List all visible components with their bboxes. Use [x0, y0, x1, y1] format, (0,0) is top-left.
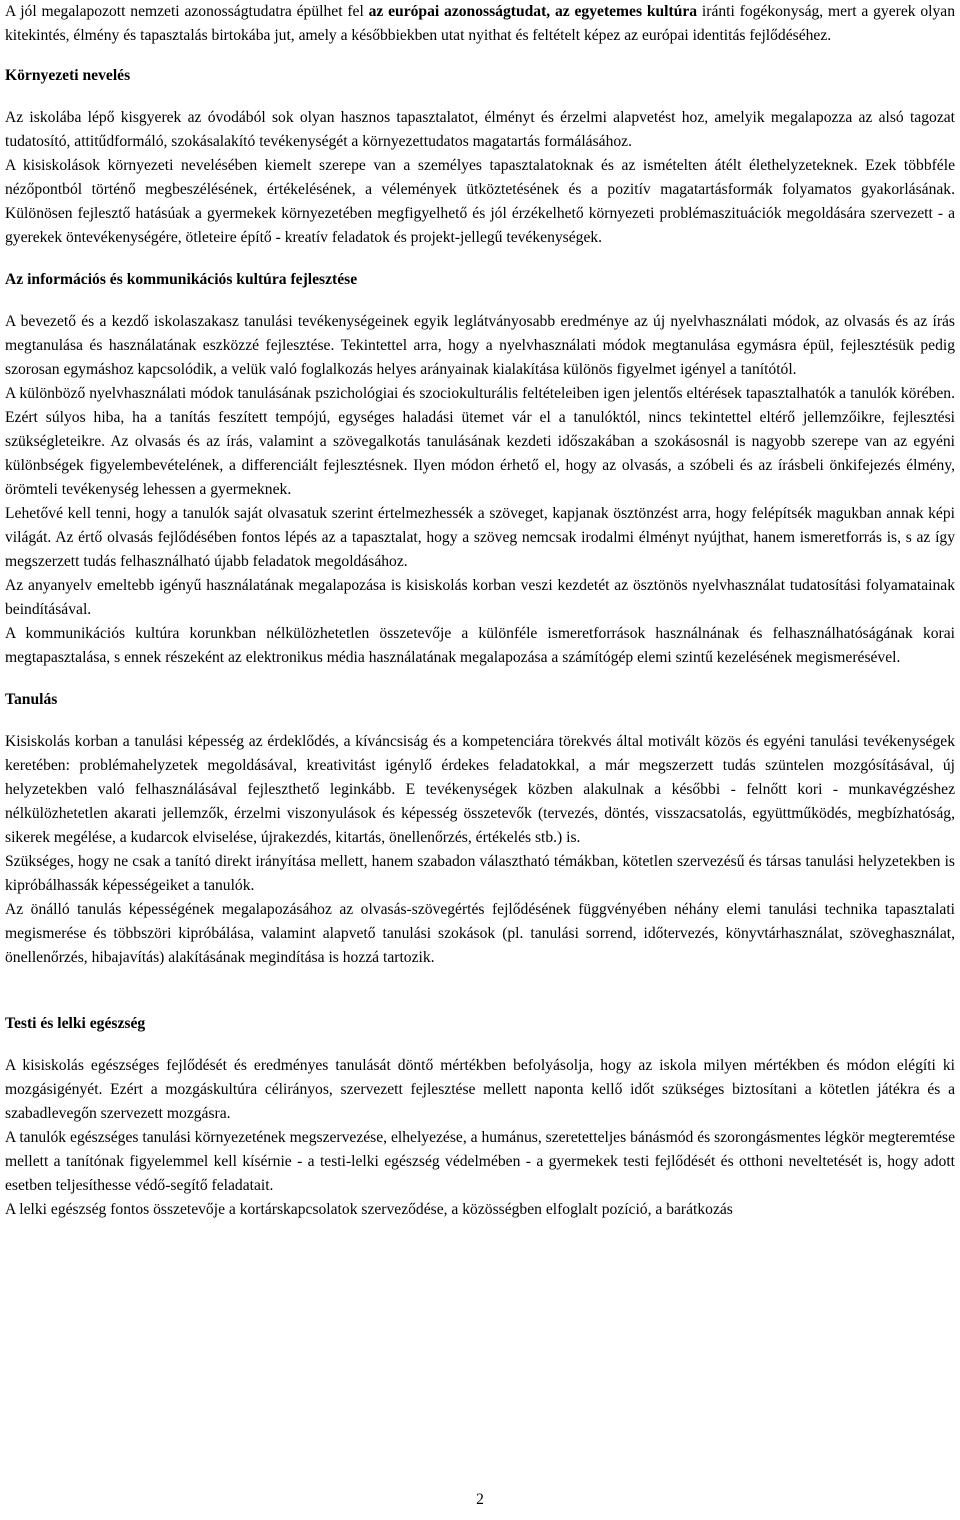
paragraph: A bevezető és a kezdő iskolaszakasz tanulási tevékenységeinek egyik leglátványosabb eredménye az új nyelvhasználati módok, az olvasás és az írás megtanulása és használatának eszközzé fejlesztése. Tekintettel arra, hogy a nyelvhasználati módok megtanulása egymásra épül, fejlesztésük pedig szorosan egymáshoz kapcsolódik, a velük való foglalkozás helyes arányainak kialakítása különös figyelmet igényel a tanítótól. [5, 313, 955, 378]
paragraph: A lelki egészség fontos összetevője a kortárskapcsolatok szerveződése, a közösségben elfoglalt pozíció, a barátkozás [5, 1201, 733, 1218]
intro-text-1: A jól megalapozott nemzeti azonosságtudatra épülhet fel [5, 3, 369, 20]
paragraph: A különböző nyelvhasználati módok tanulásának pszichológiai és szociokulturális feltételeiben igen jelentős eltérések tapasztalhatók a tanulók körében. Ezért súlyos hiba, ha a tanítás feszített tempójú, egységes haladási ütemet vár el a tanulóktól, nincs tekintettel eltérő jellemzőikre, fejlesztési szükségleteikre. Az olvasás és az írás, valamint a szövegalkotás tanulásának kezdeti időszakában a szokásosnál is nagyobb szerepe van az egyéni különbségek figyelembevételének, a differenciált fejlesztésnek. Ilyen módon érhető el, hogy az olvasás, a szóbeli és az írásbeli önkifejezés élmény, örömteli tevékenység lehessen a gyermeknek. [5, 385, 955, 498]
heading-kornyezeti-neveles: Környezeti nevelés [5, 67, 131, 84]
paragraph: Az anyanyelv emeltebb igényű használatának megalapozása is kisiskolás korban veszi kezdetét az ösztönös nyelvhasználat tudatosítási folyamatainak beindításával. [5, 577, 955, 618]
paragraph: A kisiskolás egészséges fejlődését és eredményes tanulását döntő mértékben befolyásolja, hogy az iskola milyen mértékben és módon elégíti ki mozgásigényét. Ezért a mozgáskultúra célirányos, szervezett fejlesztése mellett naponta kellő időt szükséges biztosítani a kötetlen játékra és a szabadlevegőn szervezett mozgásra. [5, 1057, 955, 1122]
intro-bold-text: az európai azonosságtudat, az egyetemes kultúra [368, 3, 698, 20]
paragraph: Lehetővé kell tenni, hogy a tanulók saját olvasatuk szerint értelmezhessék a szöveget, kapjanak ösztönzést arra, hogy felépítsék magukban annak képi világát. Az értő olvasás fejlődésében fontos lépés az a tapasztalat, hogy a szöveg nemcsak irodalmi élményt nyújthat, hanem ismeretforrás is, s az így megszerzett tudás felhasználható újabb feladatok megoldásához. [5, 505, 955, 570]
paragraph: Az iskolába lépő kisgyerek az óvodából sok olyan hasznos tapasztalatot, élményt és érzelmi alapvetést hoz, amelyik megalapozza az alsó tagozat tudatosító, attitűdformáló, szokásalakító tevékenységét a környezettudatos magatartás formálásához. [5, 109, 955, 150]
document-page [5, 0, 955, 1520]
paragraph: A kommunikációs kultúra korunkban nélkülözhetetlen összetevője a különféle ismeretforrások használnának és felhasználhatóságának korai megtapasztalása, s ennek részeként az elektronikus média használatának megalapozása a számítógép elemi szintű kezelésének megismerésével. [5, 625, 955, 666]
paragraph: A kisiskolások környezeti nevelésében kiemelt szerepe van a személyes tapasztalatoknak és az ismételten átélt élethelyzeteknek. Ezek többféle nézőpontból történő megbeszélésének, értékelésének, a vélemények ütköztetésének és a pozitív magatartásformák folyamatos gyakorlásának. Különösen fejlesztő hatásúak a gyermekek környezetében megfigyelhető és jól érzékelhető környezeti problémaszituációk megoldására szervezett - a gyerekek öntevékenységére, ötleteire építő - kreatív feladatok és projekt-jellegű tevékenységek. [5, 157, 955, 246]
paragraph: Szükséges, hogy ne csak a tanító direkt irányítása mellett, hanem szabadon választható témákban, kötetlen szervezésű és társas tanulási helyzetekben is kipróbálhassák képességeiket a tanulók. [5, 853, 955, 894]
heading-informacios-kultura: Az információs és kommunikációs kultúra fejlesztése [5, 271, 358, 288]
heading-testi-lelki-egeszseg: Testi és lelki egészség [5, 1015, 146, 1032]
intro-paragraph [5, 0, 955, 48]
heading-tanulas: Tanulás [5, 691, 58, 708]
paragraph: Az önálló tanulás képességének megalapozásához az olvasás-szövegértés fejlődésének függvényében néhány elemi tanulási technika tapasztalati megismerése és többszöri kipróbálása, valamint alapvető tanulási szokások (pl. tanulási sorrend, időtervezés, könyvtárhasználat, szöveghasználat, önellenőrzés, hibajavítás) alakításának megindítása is hozzá tartozik. [5, 901, 955, 966]
paragraph: Kisiskolás korban a tanulási képesség az érdeklődés, a kíváncsiság és a kompetenciára törekvés által motivált közös és egyéni tanulási tevékenységek keretében: problémahelyzetek megoldásával, kreativitást igénylő érdekes feladatokkal, a már megszerzett tudás szüntelen mozgósításával, új helyzetekben való felhasználásával fejleszthető leginkább. E tevékenységek közben alakulnak a későbbi - felnőtt kori - munkavégzéshez nélkülözhetetlen akarati jellemzők, érzelmi viszonyulások és képesség összetevők (tervezés, döntés, visszacsatolás, együttműködés, megbízhatóság, sikerek megélése, a kudarcok elviselése, újrakezdés, kitartás, önellenőrzés, értékelés stb.) is. [5, 733, 955, 846]
paragraph: A tanulók egészséges tanulási környezetének megszervezése, elhelyezése, a humánus, szeretetteljes bánásmód és szorongásmentes légkör megteremtése mellett a tanítónak figyelemmel kell kísérnie - a testi-lelki egészség védelmében - a gyermekek testi fejlődését és otthoni neveltetését is, hogy adott esetben teljesíthesse védő-segítő feladatait. [5, 1129, 955, 1194]
intro-text-2: iránti fogékonyság, mert a gyerek olyan kitekintés, élmény és tapasztalás birtokába jut, amely a későbbiekben utat nyithat és feltételt képez az európai identitás fejlődéséhez. [5, 3, 955, 44]
page-number: 2 [476, 1491, 484, 1508]
